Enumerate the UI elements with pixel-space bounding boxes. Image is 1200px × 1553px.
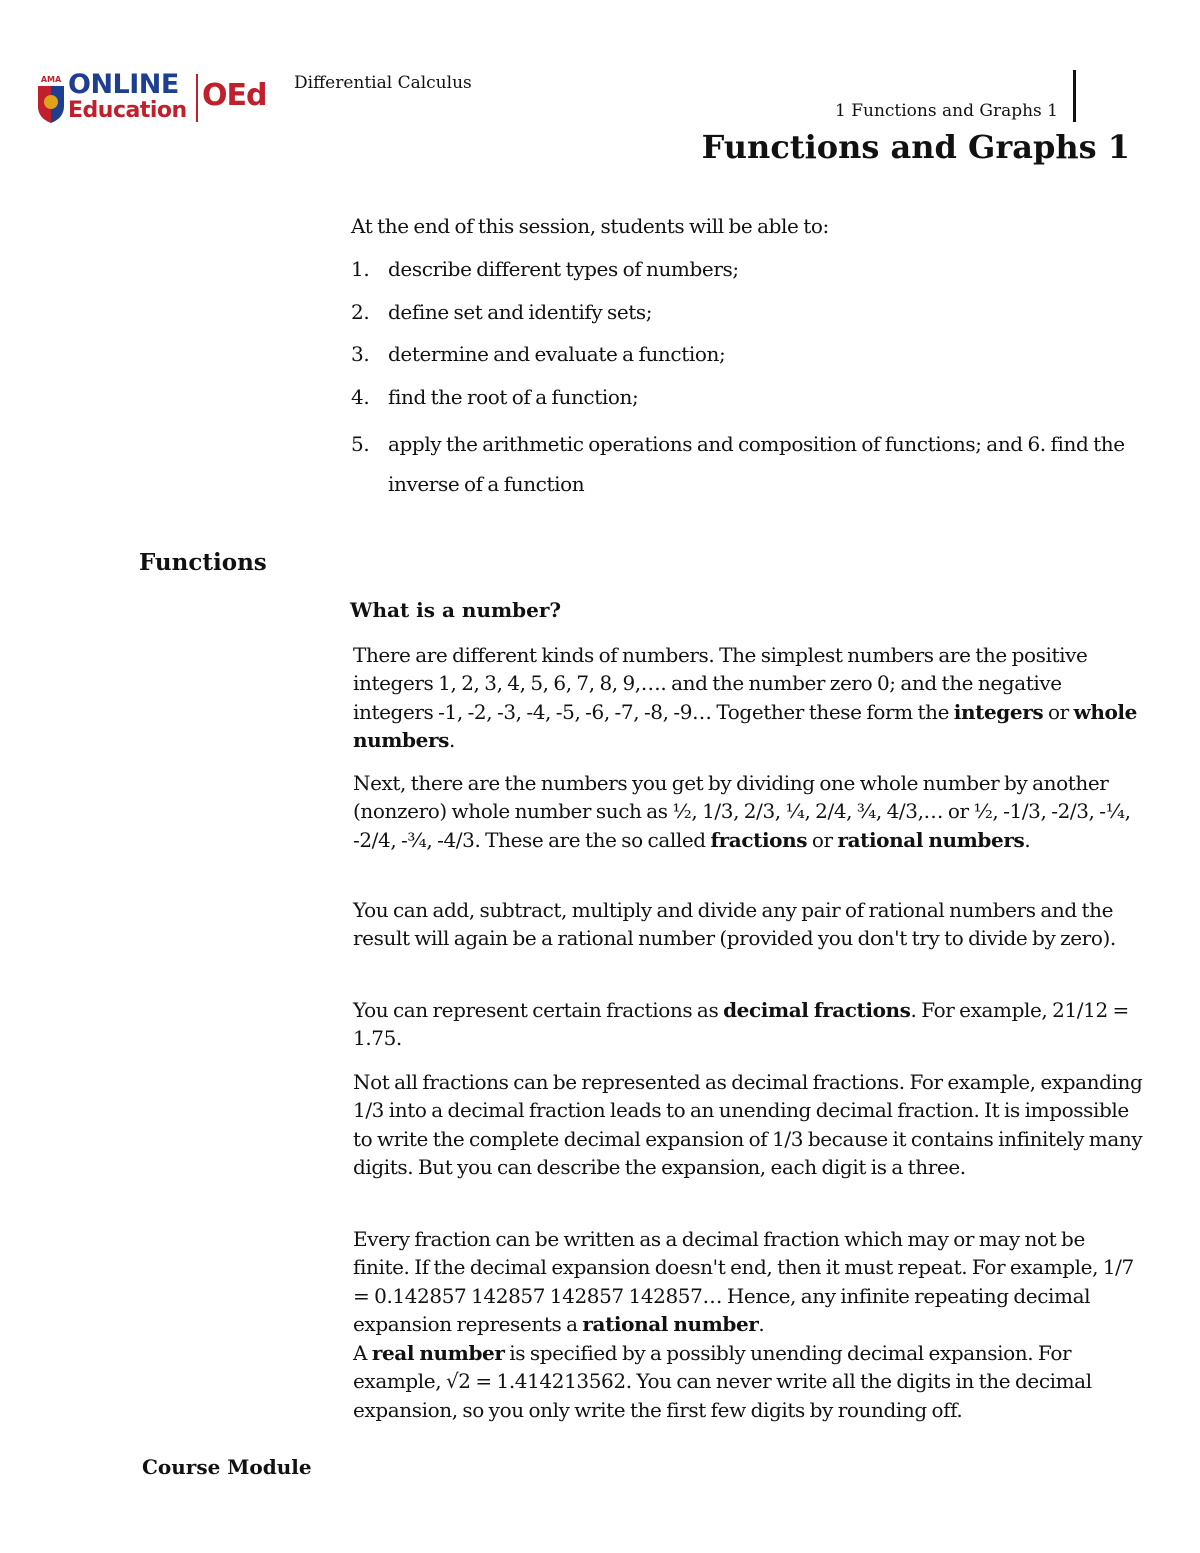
- shield-icon: [36, 72, 66, 124]
- objective-number: 5.: [351, 432, 370, 456]
- paragraph-text: A: [353, 1341, 372, 1365]
- term-integers: integers: [953, 699, 1044, 724]
- page-title: Functions and Graphs 1: [701, 128, 1130, 166]
- paragraph-text: .: [1024, 827, 1031, 852]
- objective-text: determine and evaluate a function;: [388, 342, 726, 366]
- logo-online-text: ONLINE: [68, 69, 179, 100]
- paragraph-text: .: [758, 1312, 765, 1337]
- shield-text: AMA: [40, 75, 62, 84]
- paragraph-text: Every fraction can be written as a decimal fraction which may or may not be finite. If the decimal expansion doesn't end, then it must repeat. For example, 1/7 = 0.142857 142857 142857 142857… Hence, any infinite repeating decimal expansion represents a: [353, 1227, 1134, 1337]
- paragraph-text: Next, there are the numbers you get by dividing one whole number by another (nonzero) whole number such as ½, 1/3, 2/3, ¼, 2/4, ¾, 4/3,… or ½, -1/3, -2/3, -¼, -2/4, -¾, -4/3. These are the so called: [353, 771, 1131, 852]
- paragraph-text: or: [807, 827, 838, 852]
- objective-text: apply the arithmetic operations and composition of functions; and 6. find the inverse of a function: [388, 432, 1125, 496]
- course-name: Differential Calculus: [294, 73, 472, 93]
- paragraph-repeating-decimal: [353, 1225, 1143, 1339]
- objective-number: 2.: [351, 300, 370, 324]
- paragraph-unending-decimal: Not all fractions can be represented as decimal fractions. For example, expanding 1/3 into a decimal fraction leads to an unending decimal fraction. It is impossible to write the complete decimal expansion of 1/3 because it contains infinitely many digits. But you can describe the expansion, each digit is a three.: [353, 1070, 1143, 1180]
- objective-number: 4.: [351, 385, 370, 409]
- paragraph-text: .: [448, 728, 455, 753]
- objective-text: describe different types of numbers;: [388, 257, 739, 281]
- module-reference: 1 Functions and Graphs 1: [834, 101, 1058, 121]
- logo-divider: [196, 74, 198, 122]
- paragraph-text: You can represent certain fractions as: [353, 998, 724, 1022]
- paragraph-text: There are different kinds of numbers. The simplest numbers are the positive integers 1, 2, 3, 4, 5, 6, 7, 8, 9,…. and the number zero 0; and the negative integers -1, -2, -3, -4, -5, -6, -7, -8, -9… Together these form the: [353, 643, 1088, 724]
- section-heading: Functions: [139, 549, 267, 576]
- objective-text: find the root of a function;: [388, 385, 639, 409]
- subheading: What is a number?: [350, 598, 562, 622]
- paragraph-operations: You can add, subtract, multiply and divide any pair of rational numbers and the result will again be a rational number (provided you don't try to divide by zero).: [353, 898, 1116, 951]
- objective-text: define set and identify sets;: [388, 300, 653, 324]
- logo-oed-text: OEd: [202, 78, 267, 113]
- term-whole-numbers: whole numbers: [353, 699, 1137, 753]
- oed-logo: [36, 70, 276, 128]
- objective-number: 3.: [351, 342, 370, 366]
- paragraph-integers: [353, 641, 1143, 755]
- term-decimal-fractions: decimal fractions: [723, 998, 911, 1022]
- paragraph-text: is specified by a possibly unending decimal expansion. For example, √2 = 1.414213562. You can never write all the digits in the decimal expansion, so you only write the first few digits by rounding off.: [353, 1341, 1092, 1422]
- paragraph-real-number: [353, 1339, 1143, 1424]
- term-rational-numbers: rational numbers: [837, 827, 1025, 852]
- objectives-intro: At the end of this session, students will be able to:: [351, 214, 829, 238]
- paragraph-decimal-fractions: [353, 996, 1143, 1053]
- term-rational-number: rational number: [582, 1312, 759, 1337]
- objective-number: 1.: [351, 257, 370, 281]
- term-fractions: fractions: [710, 827, 808, 852]
- paragraph-text: . For example, 21/12 = 1.75.: [353, 998, 1129, 1051]
- term-real-number: real number: [371, 1341, 505, 1365]
- header-divider: [1073, 70, 1076, 122]
- paragraph-text: or: [1043, 699, 1074, 724]
- footer-label: Course Module: [142, 1455, 312, 1479]
- paragraph-fractions: [353, 769, 1143, 854]
- logo-education-text: Education: [68, 98, 187, 123]
